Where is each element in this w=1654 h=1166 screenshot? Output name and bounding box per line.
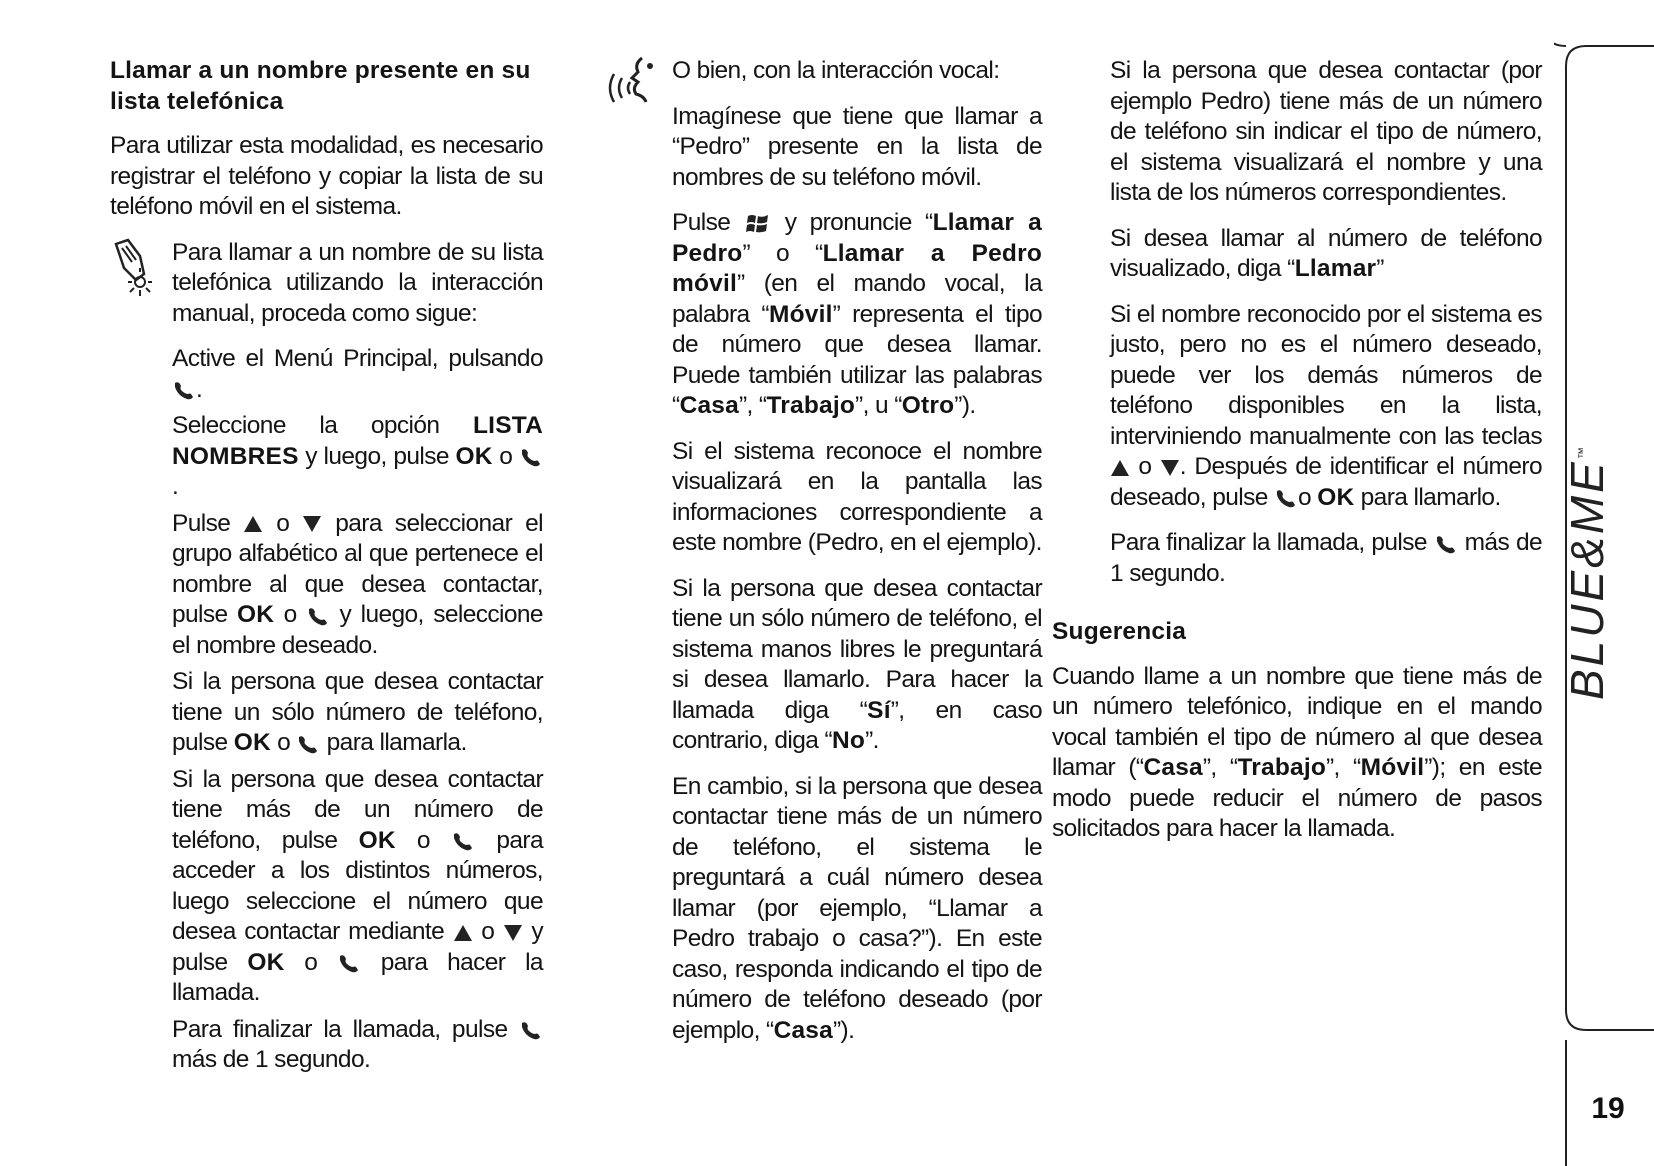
page-number: 19 (1591, 1092, 1625, 1125)
voice-intro: O bien, con la interacción vocal: (672, 57, 1000, 84)
system-recognition: Si el sistema reconoce el nombre visualizará en la pantalla las informaciones correspondiente a este nombre (Pedro, en el ejemplo). (672, 437, 1042, 556)
phone-handset-icon (296, 734, 320, 754)
section-heading: Llamar a un nombre presente en su lista telefónica (110, 57, 531, 115)
voice-command-icon (604, 54, 664, 118)
manual-number-selection: Si el nombre reconocido por el sistema es justo, pero no es el número deseado, puede ver los demás números de teléfono disponibles en la lista, interviniendo manualmente con las teclas o . Después de identificar el número deseado, pulse o OK para llamarlo. (1110, 300, 1542, 511)
phone-handset-icon (1274, 488, 1298, 508)
column-right (1052, 56, 1543, 860)
column-left (110, 56, 543, 1082)
step-multiple-numbers: Si la persona que desea contactar tiene más de un número de teléfono, pulse OK o para acceder a los distintos números, luego seleccione el número que desea contactar mediante o y pulse OK o para hacer la llamada. (172, 765, 543, 1006)
suggestion-text: Cuando llame a un nombre que tiene más de un número telefónico, indique en el mando vocal también el tipo de número al que desea llamar (“Casa”, “Trabajo”, “Móvil”); en este modo puede reducir el número de pasos solicitados para hacer la llamada. (1052, 662, 1543, 842)
voice-command-instructions: Pulse y pronuncie “Llamar a Pedro” o “Llamar a Pedro móvil” (en el mando vocal, la palabra “Móvil” representa el tipo de número que desea llamar. Puede también utilizar las palabras “Casa”, “Trabajo”, u “Otro”). (672, 209, 1043, 419)
single-number-voice: Si la persona que desea contactar tiene un sólo número de teléfono, el sistema manos libres le preguntará si desea llamarlo. Para hacer la llamada diga “Sí”, en caso contrario, diga “No”. (672, 574, 1042, 754)
down-arrow-icon (302, 515, 322, 533)
phone-handset-icon (306, 606, 330, 626)
up-arrow-icon (453, 924, 473, 942)
end-call-right: Para finalizar la llamada, pulse más de 1 segundo. (1110, 529, 1542, 587)
step-end-call: Para finalizar la llamada, pulse más de 1 segundo. (172, 1015, 543, 1076)
suggestion-heading: Sugerencia (1052, 618, 1187, 645)
brand-text: BLUE&ME (1561, 459, 1613, 700)
voice-example: Imagínese que tiene que llamar a “Pedro” presente en la lista de nombres de su teléfono móvil. (672, 102, 1042, 191)
column-middle (672, 56, 1042, 1061)
phone-handset-icon (519, 447, 543, 467)
windows-logo-icon (744, 212, 772, 236)
phone-handset-icon (519, 1020, 543, 1040)
hand-pointer-icon (110, 238, 158, 300)
call-displayed-number: Si desea llamar al número de teléfono visualizado, diga “Llamar” (1110, 224, 1542, 282)
brand-logo (1560, 444, 1613, 700)
multiple-number-voice: En cambio, si la persona que desea contactar tiene más de un número de teléfono, el sistema le preguntará a cuál número desea llamar (por ejemplo, “Llamar a Pedro trabajo o casa?”). En este caso, responda indicando el tipo de número de teléfono deseado (por ejemplo, “Casa”). (672, 772, 1042, 1044)
down-arrow-icon (1160, 459, 1180, 477)
up-arrow-icon (243, 515, 263, 533)
step-single-number: Si la persona que desea contactar tiene un sólo número de teléfono, pulse OK o para llamarla. (172, 668, 543, 756)
phone-handset-icon (1434, 534, 1458, 554)
step-activate-menu: Active el Menú Principal, pulsando . (172, 345, 543, 403)
step-select-group: Pulse o para seleccionar el grupo alfabético al que pertenece el nombre al que desea contactar, pulse OK o y luego, seleccione el nombre deseado. (172, 509, 543, 659)
manual-interaction-note (110, 238, 543, 330)
intro-paragraph: Para utilizar esta modalidad, es necesario registrar el teléfono y copiar la lista de su teléfono móvil en el sistema. (110, 132, 543, 220)
step-select-list: Seleccione la opción LISTA NOMBRES y luego, pulse OK o . (172, 412, 543, 500)
multiple-numbers-display: Si la persona que desea contactar (por ejemplo Pedro) tiene más de un número de teléfono sin indicar el tipo de número, el sistema visualizará el nombre y una lista de los números correspondientes. (1110, 57, 1542, 206)
phone-handset-icon (172, 380, 196, 400)
down-arrow-icon (503, 924, 523, 942)
up-arrow-icon (1110, 459, 1130, 477)
trademark-mark: ™ (1575, 444, 1590, 460)
manual-intro: Para llamar a un nombre de su lista telefónica utilizando la interacción manual, proceda como sigue: (172, 238, 543, 327)
phone-handset-icon (451, 831, 475, 851)
phone-handset-icon (337, 953, 361, 973)
